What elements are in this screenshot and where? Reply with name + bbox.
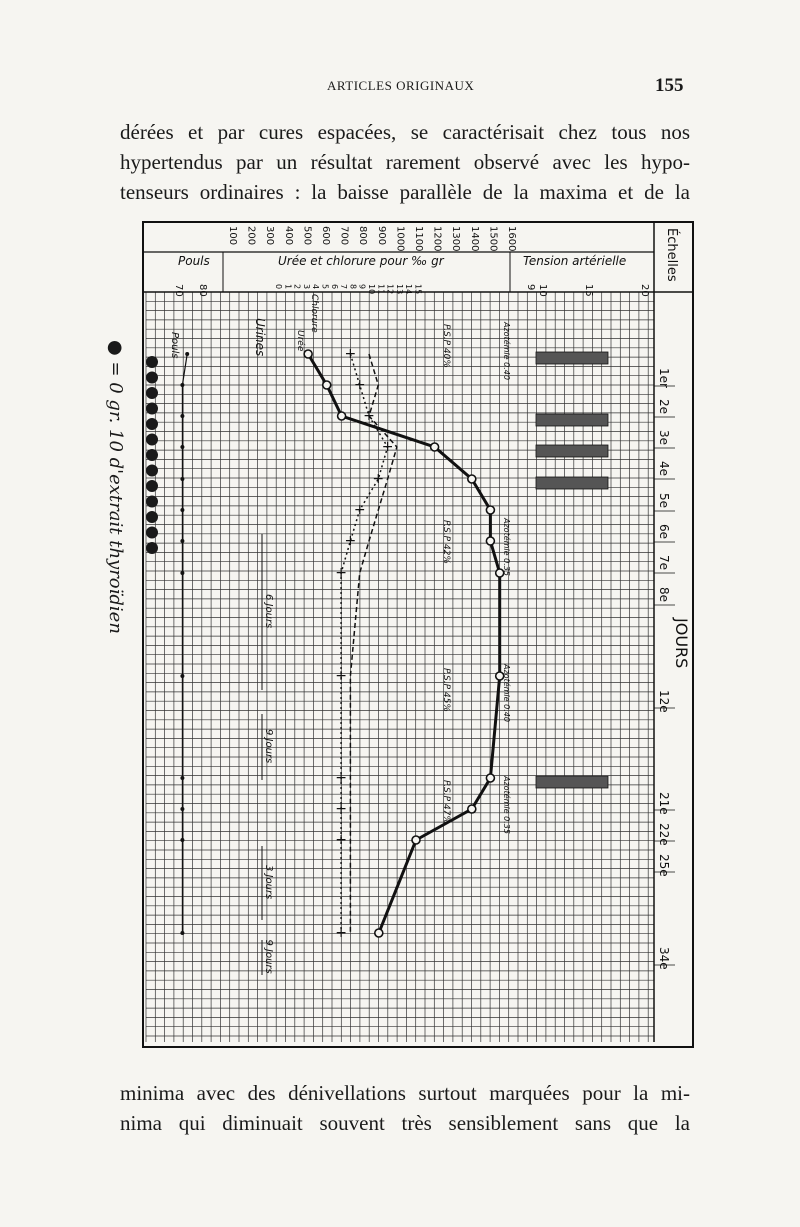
psp-annotation: P.S.P 47% (441, 780, 451, 824)
uree-tick-label: 6 (329, 284, 339, 290)
tension-tick-label: 20 (639, 284, 650, 297)
interval-label: 6 Jours (263, 594, 274, 629)
urines-tick-label: 1000 (394, 226, 406, 252)
uree-tick-label: 5 (320, 284, 330, 290)
pouls-point (180, 776, 184, 780)
dose-dot-icon (146, 387, 158, 399)
uree-chlorure-header: Urée et chlorure pour ‰ gr (278, 254, 444, 268)
dose-dot-icon: ● (105, 340, 126, 356)
day-label: 22e (657, 823, 671, 846)
pouls-header: Pouls (178, 254, 210, 268)
chlorure-point: + (344, 533, 357, 549)
dose-dot-icon (146, 372, 158, 384)
day-label: 3e (657, 430, 671, 446)
urines-point (486, 774, 494, 782)
chart-grid (146, 292, 654, 1042)
day-label: 5e (657, 493, 671, 509)
tension-tick-label: 9 (525, 284, 536, 291)
paragraph-top (120, 117, 690, 207)
tension-bar (536, 477, 608, 489)
text-line: dérées et par cures espacées, se caractérisait chez tous nos (120, 120, 690, 144)
interval-label: 3 Jours (263, 865, 274, 900)
urines-point (338, 412, 346, 420)
urines-tick-label: 500 (301, 226, 313, 246)
uree-tick-label: 1 (283, 284, 293, 290)
urines-point (468, 805, 476, 813)
urines-tick-label: 1100 (413, 226, 424, 252)
pouls-tick-label: 80 (197, 284, 208, 297)
urines-tick-label: 300 (264, 226, 276, 246)
chart-series (180, 346, 503, 941)
uree-tick-label: 9 (357, 284, 367, 290)
dose-dot-icon (146, 449, 158, 461)
pouls-point (180, 807, 184, 811)
uree-tick-label: 8 (348, 284, 358, 290)
tension-bar (536, 445, 608, 457)
day-label: 4e (657, 461, 671, 477)
pouls-point (180, 674, 184, 678)
day-label: 25e (657, 854, 671, 877)
chlorure-point: + (335, 832, 347, 848)
pouls-point (180, 931, 184, 935)
day-label: 8e (657, 587, 671, 603)
day-label: 7e (657, 555, 671, 571)
chlorure-point: + (353, 377, 366, 393)
uree-tick-label: 10 (367, 284, 376, 295)
urines-tick-label: 200 (245, 226, 257, 246)
uree-tick-label: 15 (413, 284, 423, 295)
dose-dot-icon (146, 511, 158, 523)
days-axis-title: JOURS (672, 618, 691, 669)
chlorure-point: + (372, 471, 385, 487)
interval-label: 9 Jours (263, 939, 274, 974)
text-line: minima avec des dénivellations surtout marquées pour la mi- (120, 1081, 690, 1105)
chlorure-point: + (335, 770, 347, 786)
dose-dot-icon (146, 480, 158, 492)
urines-tick-label: 1400 (468, 226, 480, 252)
days-axis (654, 368, 691, 970)
text-line: tenseurs ordinaires : la baisse parallèle de la maxima et de la (120, 180, 690, 204)
running-head (0, 75, 800, 102)
tension-tick-label: 15 (583, 284, 594, 297)
pouls-label: Pouls (169, 332, 180, 359)
interval-label: 9 Jours (263, 729, 274, 764)
urines-point (468, 475, 476, 483)
text-line: hypertendus par un résultat rarement observé avec les hypo- (120, 150, 690, 174)
pouls-point (180, 445, 184, 449)
tension-tick-label: 10 (537, 284, 548, 297)
urines-tick-label: 1500 (487, 226, 499, 252)
legend-text: = 0 gr. 10 d'extrait thyroïdien (105, 361, 126, 634)
chlorure-point: + (335, 801, 347, 817)
urines-tick-label: 400 (282, 226, 294, 246)
pouls-point (180, 571, 184, 575)
urines-tick-label: 1300 (450, 226, 462, 252)
pouls-point (185, 352, 189, 356)
tension-bar (536, 352, 608, 364)
dose-dot-icon (146, 542, 158, 554)
dose-dot-icon (146, 496, 158, 508)
uree-tick-label: 4 (311, 284, 321, 290)
day-label: 6e (657, 524, 671, 540)
tension-header: Tension artérielle (523, 254, 627, 268)
pouls-point (180, 414, 184, 418)
urines-tick-label: 1200 (431, 226, 443, 252)
dose-dot-icon (146, 356, 158, 368)
chart-annotations (146, 294, 608, 975)
chart-frame (143, 222, 693, 1047)
chlorure-label: Chlorure (309, 294, 319, 333)
uree-tick-label: 12 (385, 284, 395, 295)
day-label: 21e (657, 792, 671, 815)
uree-tick-label: 13 (394, 284, 404, 295)
pouls-point (180, 383, 184, 387)
dose-dot-icon (146, 465, 158, 477)
uree-tick-label: 14 (404, 284, 414, 295)
day-label: 12e (657, 690, 671, 713)
uree-tick-label: 0 (274, 284, 283, 290)
urines-point (486, 537, 494, 545)
psp-annotation: P.S.P 45% (441, 668, 451, 712)
urines-point (431, 443, 439, 451)
urines-tick-label: 800 (357, 226, 369, 246)
chlorure-point: + (335, 925, 347, 941)
psp-annotation: P.S.P 40% (441, 324, 451, 368)
dose-dot-icon (146, 418, 158, 430)
urines-tick-label: 100 (227, 226, 238, 246)
uree-tick-label: 2 (292, 284, 302, 290)
day-label: 2e (657, 399, 671, 415)
scales-header: Échelles (664, 228, 679, 282)
urines-tick-label: 600 (320, 226, 331, 246)
day-label: 34e (657, 947, 671, 970)
dose-dot-icon (146, 527, 158, 539)
azotemie-annotation: Azotémie 0.35 (502, 776, 511, 834)
thyroid-legend (104, 340, 134, 634)
urines-point (323, 381, 331, 389)
urines-point (375, 929, 383, 937)
azotemie-annotation: Azotémie 0.35 (502, 518, 511, 576)
uree-tick-label: 11 (376, 284, 386, 295)
text-line: nima qui diminuait souvent très sensiblement sans que la (120, 1111, 690, 1135)
chlorure-point: + (344, 346, 357, 362)
psp-annotation: P.S.P 42% (441, 520, 451, 564)
tension-bar (536, 414, 608, 426)
chlorure-point: + (335, 565, 347, 581)
day-label: 1er (657, 368, 671, 388)
pouls-point (180, 838, 184, 842)
chlorure-point: + (363, 408, 375, 424)
page-number: 155 (655, 75, 684, 96)
azotemie-annotation: Azotémie 0.40 (502, 322, 511, 380)
uree-label: Urée (295, 330, 305, 352)
urines-label: Urines (253, 318, 267, 357)
pouls-tick-label: 70 (173, 284, 184, 297)
chlorure-point: + (335, 668, 347, 684)
urines-tick-label: 900 (375, 226, 387, 246)
pouls-point (180, 539, 184, 543)
chlorure-point: + (381, 439, 394, 455)
uree-tick-label: 3 (301, 284, 311, 290)
running-title: ARTICLES ORIGINAUX (327, 78, 475, 93)
chlorure-point: + (353, 502, 366, 518)
chart-header (143, 222, 693, 1042)
urines-tick-label: 700 (338, 226, 350, 246)
urines-point (486, 506, 494, 514)
pouls-point (180, 477, 184, 481)
paragraph-bottom (120, 1078, 690, 1138)
urines-point (412, 836, 420, 844)
azotemie-annotation: Azotémie 0.40 (502, 664, 511, 722)
clinical-chart-figure (138, 220, 698, 1060)
dose-dot-icon (146, 403, 158, 415)
urines-tick-label: 1600 (506, 226, 517, 252)
dose-dot-icon (146, 434, 158, 446)
pouls-point (180, 508, 184, 512)
uree-tick-label: 7 (339, 284, 349, 290)
tension-bar (536, 776, 608, 788)
